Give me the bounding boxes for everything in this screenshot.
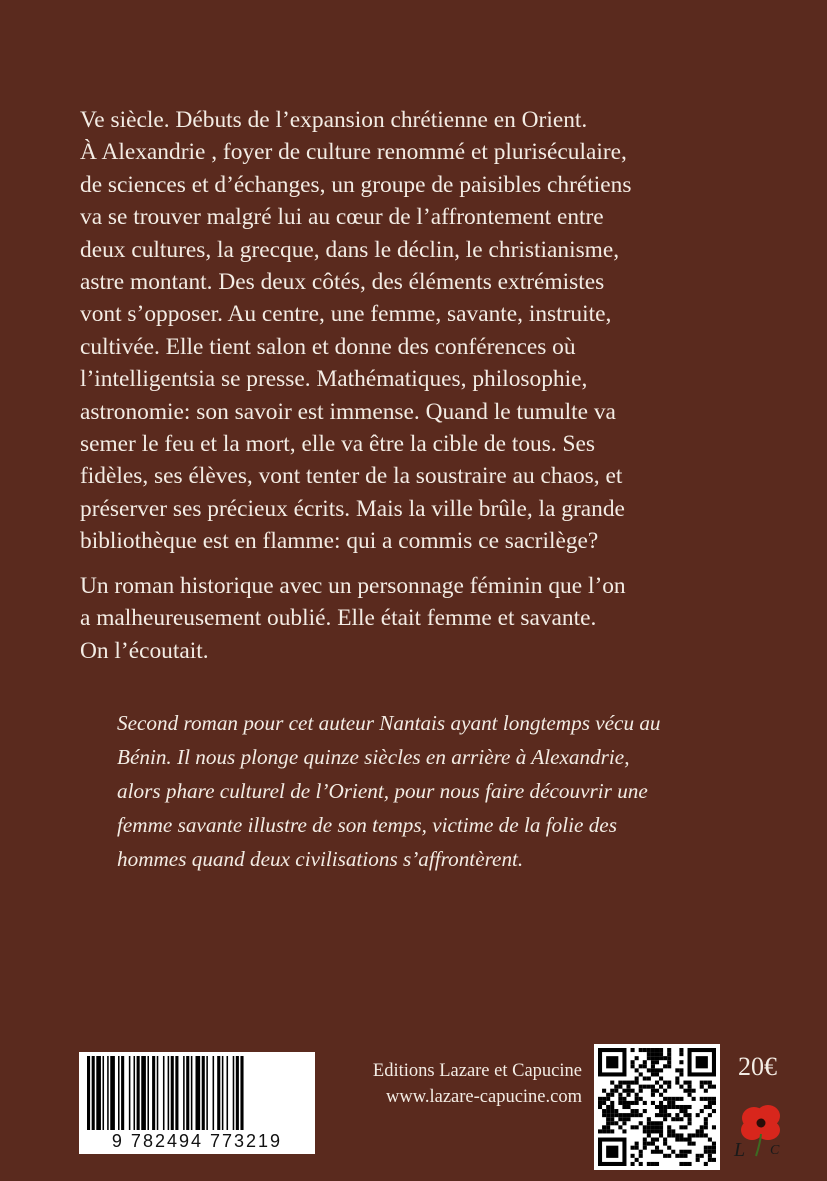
publisher-info xyxy=(373,1058,582,1110)
logo-letters xyxy=(730,1136,792,1160)
publisher-logo xyxy=(730,1096,792,1163)
back-cover-blurb xyxy=(80,104,760,679)
price: 20€ xyxy=(738,1052,777,1081)
blurb-paragraph-1: Ve siècle. Débuts de l’expansion chrétienne en Orient. À Alexandrie , foyer de culture renommé et pluriséculaire, de sciences et d’échanges, un groupe de paisibles chrétiens va se trouver malgré lui au cœur de l’affrontement entre deux cultures, la grecque, dans le déclin, le christianisme, astre montant. Des deux côtés, des éléments extrémistes vont s’opposer. Au centre, une femme, savante, instruite, cultivée. Elle tient salon et donne des conférences où l’intelligentsia se presse. Mathématiques, philosophie, astronomie: son savoir est immense. Quand le tumulte va semer le feu et la mort, elle va être la cible de tous. Ses fidèles, ses élèves, vont tenter de la soustraire au chaos, et préserver ses précieux écrits. Mais la ville brûle, la grande bibliothèque est en flamme: qui a commis ce sacrilège? xyxy=(80,107,632,555)
isbn-barcode xyxy=(79,1052,315,1154)
qr-code-image xyxy=(594,1044,720,1170)
qr-code xyxy=(594,1044,720,1170)
logo-letter-c: C xyxy=(770,1143,780,1158)
isbn-number: 9 782494 773219 xyxy=(79,1131,315,1152)
barcode-bars xyxy=(87,1056,307,1130)
logo-letter-l: L xyxy=(734,1139,746,1160)
review-quote: Second roman pour cet auteur Nantais ayant longtemps vécu au Bénin. Il nous plonge quinze siècles en arrière à Alexandrie, alors phare culturel de l’Orient, pour nous faire découvrir une femme savante illustre de son temps, victime de la folie des hommes quand deux civilisations s’affrontèrent. xyxy=(117,711,661,871)
publisher-website: www.lazare-capucine.com xyxy=(385,1087,582,1107)
publisher-name: Editions Lazare et Capucine xyxy=(372,1061,582,1081)
blurb-paragraph-2: Un roman historique avec un personnage féminin que l’on a malheureusement oublié. Elle était femme et savante. On l’écoutait. xyxy=(80,572,626,664)
